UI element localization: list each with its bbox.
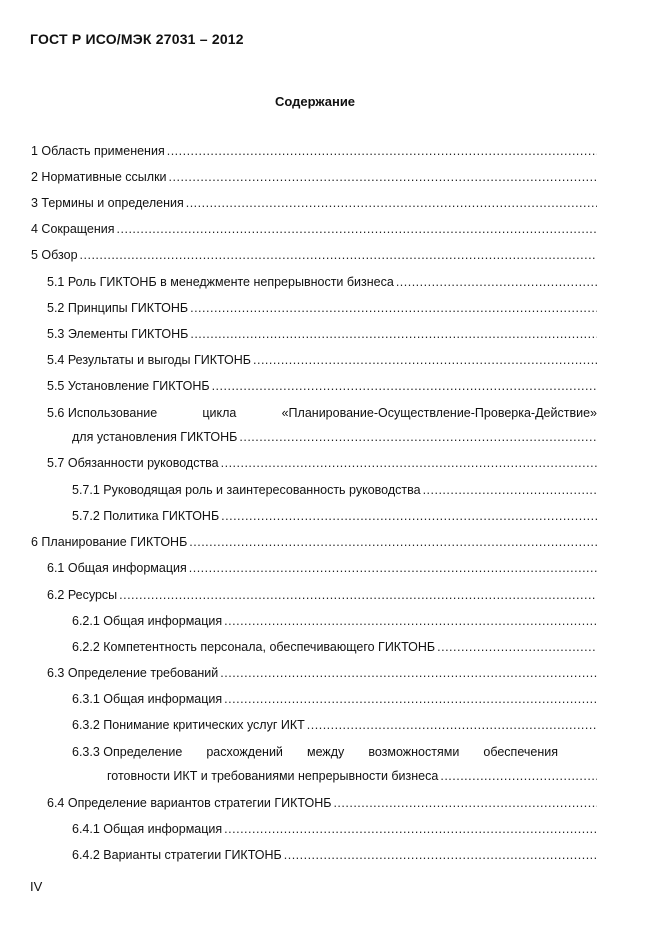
toc-entry-6-2[interactable] (47, 587, 597, 603)
toc-leader-dots (224, 613, 597, 629)
toc-leader-dots (307, 717, 597, 733)
toc-entry-3[interactable] (31, 195, 597, 211)
toc-leader-dots (189, 560, 597, 576)
toc-entry-5-2[interactable] (47, 300, 597, 316)
toc-entry-5[interactable] (31, 247, 597, 263)
toc-leader-dots (440, 768, 597, 784)
toc-entry-1[interactable] (31, 143, 597, 159)
page-number: IV (30, 879, 43, 894)
toc-entry-label: 2 Нормативные ссылки (31, 170, 167, 184)
toc-leader-dots (117, 221, 597, 237)
toc-entry-6[interactable] (31, 534, 597, 550)
toc-entry-6-2-2[interactable] (72, 639, 597, 655)
toc-leader-dots (189, 534, 597, 550)
toc-leader-dots (212, 378, 597, 394)
toc-entry-word: расхождений (206, 745, 283, 759)
toc-leader-dots (186, 195, 597, 211)
toc-entry-label: 5.2 Принципы ГИКТОНБ (47, 301, 189, 315)
toc-entry-5-5[interactable] (47, 378, 597, 394)
toc-entry-word: 5.6 Использование (47, 406, 158, 420)
toc-entry-label: 6.4 Определение вариантов стратегии ГИКТОНБ (47, 796, 332, 810)
toc-entry-word: цикла (202, 406, 237, 420)
toc-entry-label: 4 Сокращения (31, 222, 115, 236)
toc-leader-dots (239, 429, 597, 445)
toc-entry-word: обеспечения (483, 745, 558, 759)
toc-entry-5-6-line1[interactable] (47, 405, 597, 421)
toc-entry-label: 6 Планирование ГИКТОНБ (31, 535, 188, 549)
toc-entry-6-1[interactable] (47, 560, 597, 576)
toc-leader-dots (80, 247, 597, 263)
toc-entry-6-3-3-line1[interactable] (72, 744, 558, 760)
toc-leader-dots (119, 587, 597, 603)
toc-leader-dots (396, 274, 597, 290)
toc-entry-6-4-2[interactable] (72, 847, 597, 863)
toc-leader-dots (224, 691, 597, 707)
toc-entry-label: 1 Область применения (31, 144, 165, 158)
toc-entry-label: 5.7.1 Руководящая роль и заинтересованность руководства (72, 483, 421, 497)
toc-entry-5-7[interactable] (47, 455, 597, 471)
toc-entry-label: 3 Термины и определения (31, 196, 184, 210)
toc-entry-word: возможностями (368, 745, 460, 759)
toc-entry-label: 6.3.2 Понимание критических услуг ИКТ (72, 718, 305, 732)
toc-entry-label: 6.3 Определение требований (47, 666, 219, 680)
toc-leader-dots (221, 455, 597, 471)
toc-entry-6-4[interactable] (47, 795, 597, 811)
page-title: Содержание (274, 94, 356, 109)
toc-entry-label: 5.5 Установление ГИКТОНБ (47, 379, 210, 393)
toc-entry-6-3-2[interactable] (72, 717, 597, 733)
toc-entry-label: 5.7 Обязанности руководства (47, 456, 219, 470)
toc-entry-6-4-1[interactable] (72, 821, 597, 837)
toc-leader-dots (167, 143, 597, 159)
toc-leader-dots (190, 326, 597, 342)
toc-leader-dots (220, 665, 597, 681)
toc-leader-dots (284, 847, 597, 863)
toc-entry-5-7-1[interactable] (72, 482, 597, 498)
toc-entry-label: 5 Обзор (31, 248, 78, 262)
toc-entry-label: 6.1 Общая информация (47, 561, 187, 575)
toc-entry-5-3[interactable] (47, 326, 597, 342)
toc-entry-2[interactable] (31, 169, 597, 185)
toc-entry-word: 6.3.3 Определение (72, 745, 183, 759)
toc-entry-5-4[interactable] (47, 352, 597, 368)
toc-entry-label: 5.7.2 Политика ГИКТОНБ (72, 509, 220, 523)
toc-entry-label: 5.4 Результаты и выгоды ГИКТОНБ (47, 353, 252, 367)
toc-entry-label: 6.2.2 Компетентность персонала, обеспечивающего ГИКТОНБ (72, 640, 436, 654)
toc-entry-word: между (306, 745, 345, 759)
toc-entry-6-3-3-line2[interactable] (107, 768, 597, 784)
toc-entry-label: 5.3 Элементы ГИКТОНБ (47, 327, 189, 341)
toc-entry-label: 6.2.1 Общая информация (72, 614, 223, 628)
toc-entry-label: 5.1 Роль ГИКТОНБ в менеджменте непрерывности бизнеса (47, 275, 394, 289)
toc-leader-dots (221, 508, 597, 524)
toc-leader-dots (190, 300, 597, 316)
toc-leader-dots (169, 169, 597, 185)
toc-leader-dots (437, 639, 597, 655)
toc-entry-label: 6.4.2 Варианты стратегии ГИКТОНБ (72, 848, 282, 862)
toc-entry-label: 6.3.1 Общая информация (72, 692, 223, 706)
toc-leader-dots (253, 352, 597, 368)
toc-leader-dots (423, 482, 597, 498)
toc-entry-6-2-1[interactable] (72, 613, 597, 629)
toc-entry-word: «Планирование-Осуществление-Проверка-Действие» (281, 406, 597, 420)
toc-entry-5-7-2[interactable] (72, 508, 597, 524)
toc-entry-label: 6.4.1 Общая информация (72, 822, 223, 836)
toc-entry-6-3-1[interactable] (72, 691, 597, 707)
toc-leader-dots (333, 795, 597, 811)
document-header: ГОСТ Р ИСО/МЭК 27031 – 2012 (30, 31, 244, 47)
toc-entry-5-1[interactable] (47, 274, 597, 290)
toc-entry-label: для установления ГИКТОНБ (72, 430, 238, 444)
toc-entry-5-6-line2[interactable] (72, 429, 597, 445)
toc-entry-6-3[interactable] (47, 665, 597, 681)
toc-entry-4[interactable] (31, 221, 597, 237)
toc-entry-label: 6.2 Ресурсы (47, 588, 118, 602)
toc-entry-label: готовности ИКТ и требованиями непрерывности бизнеса (107, 769, 439, 783)
toc-leader-dots (224, 821, 597, 837)
